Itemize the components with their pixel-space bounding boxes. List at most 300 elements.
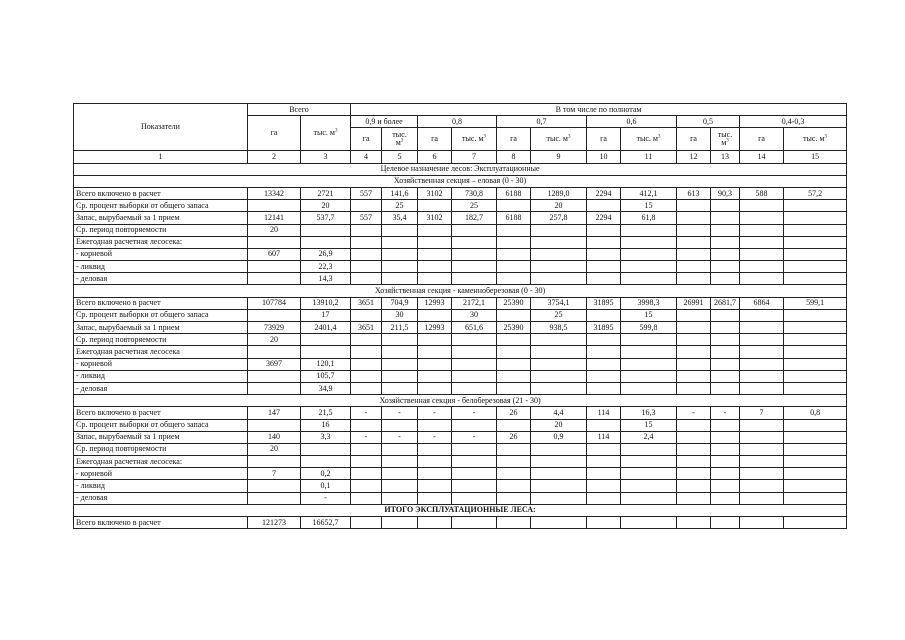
value-cell: 147 <box>248 407 301 419</box>
value-cell: - <box>382 407 418 419</box>
value-cell <box>621 517 677 529</box>
value-cell <box>587 382 621 394</box>
value-cell <box>301 346 351 358</box>
value-cell <box>711 480 740 492</box>
value-cell: 114 <box>587 407 621 419</box>
value-cell <box>531 273 587 285</box>
value-cell <box>740 443 784 455</box>
value-cell <box>784 322 847 334</box>
section-title: ИТОГО ЭКСПЛУАТАЦИОННЫЕ ЛЕСА: <box>74 504 847 516</box>
row-label: Ср. период повторяемости <box>74 443 248 455</box>
value-cell <box>497 261 531 273</box>
value-cell: - <box>351 407 382 419</box>
value-cell: 34,9 <box>301 382 351 394</box>
value-cell <box>587 492 621 504</box>
total-volume-header <box>301 116 351 151</box>
value-cell <box>531 334 587 346</box>
value-cell <box>531 261 587 273</box>
row-label: Запас, вырубаемый за 1 прием <box>74 322 248 334</box>
value-cell <box>621 480 677 492</box>
value-cell <box>784 200 847 212</box>
density-group-header: 0,7 <box>497 116 587 128</box>
value-cell <box>248 273 301 285</box>
value-cell <box>740 200 784 212</box>
table-body <box>74 163 847 529</box>
value-cell <box>531 443 587 455</box>
unit-ha-header: га <box>740 128 784 151</box>
value-cell <box>452 370 497 382</box>
section-title-row <box>74 285 847 297</box>
value-cell: 3651 <box>351 297 382 309</box>
unit-sup: 3 <box>824 134 828 140</box>
value-cell: 30 <box>452 309 497 321</box>
row-label: Всего включено в расчет <box>74 407 248 419</box>
value-cell <box>531 224 587 236</box>
unit-text: м <box>721 138 727 148</box>
value-cell <box>621 273 677 285</box>
value-cell: 73929 <box>248 322 301 334</box>
value-cell <box>677 334 711 346</box>
value-cell <box>452 419 497 431</box>
value-cell <box>784 468 847 480</box>
table-row <box>74 346 847 358</box>
value-cell: 114 <box>587 431 621 443</box>
value-cell <box>418 346 452 358</box>
value-cell <box>621 492 677 504</box>
value-cell <box>382 456 418 468</box>
density-group-header: 0,6 <box>587 116 677 128</box>
value-cell <box>677 236 711 248</box>
value-cell <box>531 236 587 248</box>
value-cell: 12993 <box>418 322 452 334</box>
value-cell <box>677 309 711 321</box>
value-cell: 2681,7 <box>711 297 740 309</box>
value-cell <box>677 382 711 394</box>
value-cell: 12141 <box>248 212 301 224</box>
value-cell <box>677 200 711 212</box>
value-cell <box>452 248 497 260</box>
value-cell <box>248 480 301 492</box>
value-cell <box>248 309 301 321</box>
value-cell <box>351 334 382 346</box>
value-cell: 182,7 <box>452 212 497 224</box>
value-cell: 3697 <box>248 358 301 370</box>
value-cell <box>740 492 784 504</box>
indicators-header: Показатели <box>74 104 248 151</box>
value-cell <box>531 517 587 529</box>
value-cell <box>621 456 677 468</box>
value-cell: - <box>452 431 497 443</box>
value-cell: 107784 <box>248 297 301 309</box>
table-row <box>74 212 847 224</box>
value-cell: 31895 <box>587 297 621 309</box>
value-cell <box>418 456 452 468</box>
value-cell <box>418 224 452 236</box>
value-cell <box>711 419 740 431</box>
value-cell <box>452 480 497 492</box>
value-cell <box>531 382 587 394</box>
value-cell: - <box>452 407 497 419</box>
unit-text: тыс. м <box>462 134 484 144</box>
unit-volume-header <box>531 128 587 151</box>
value-cell <box>452 517 497 529</box>
value-cell <box>784 492 847 504</box>
table-row <box>74 492 847 504</box>
value-cell <box>301 334 351 346</box>
value-cell: 16 <box>301 419 351 431</box>
value-cell <box>621 443 677 455</box>
value-cell <box>621 358 677 370</box>
value-cell <box>587 309 621 321</box>
value-cell: 31895 <box>587 322 621 334</box>
column-number-cell: 3 <box>301 151 351 163</box>
value-cell <box>711 236 740 248</box>
value-cell <box>587 370 621 382</box>
including-header: В том числе по полнотам <box>351 104 847 116</box>
value-cell <box>740 273 784 285</box>
unit-ha-header: га <box>418 128 452 151</box>
value-cell: 599,1 <box>784 297 847 309</box>
value-cell <box>711 261 740 273</box>
value-cell: 938,5 <box>531 322 587 334</box>
value-cell <box>382 492 418 504</box>
table-row <box>74 468 847 480</box>
table-row <box>74 407 847 419</box>
value-cell: 105,7 <box>301 370 351 382</box>
value-cell: - <box>382 431 418 443</box>
value-cell <box>382 334 418 346</box>
value-cell <box>351 370 382 382</box>
table-row <box>74 358 847 370</box>
value-cell: - <box>301 492 351 504</box>
value-cell <box>382 236 418 248</box>
density-group-header: 0,9 и более <box>351 116 418 128</box>
table-row <box>74 200 847 212</box>
unit-sup: 3 <box>483 134 486 140</box>
value-cell <box>711 456 740 468</box>
value-cell <box>497 492 531 504</box>
unit-volume-header <box>382 128 418 151</box>
value-cell: 704,9 <box>382 297 418 309</box>
value-cell <box>351 346 382 358</box>
row-label: Ежегодная расчетная лесосека <box>74 346 248 358</box>
value-cell <box>418 419 452 431</box>
table-row <box>74 248 847 260</box>
value-cell <box>351 224 382 236</box>
value-cell: 22,3 <box>301 261 351 273</box>
value-cell <box>740 382 784 394</box>
value-cell <box>740 248 784 260</box>
row-label: Ср. период повторяемости <box>74 224 248 236</box>
value-cell <box>418 370 452 382</box>
value-cell <box>382 517 418 529</box>
value-cell <box>497 456 531 468</box>
value-cell: 257,8 <box>531 212 587 224</box>
table-row <box>74 382 847 394</box>
value-cell <box>382 248 418 260</box>
value-cell <box>497 480 531 492</box>
value-cell <box>784 224 847 236</box>
unit-volume-header <box>711 128 740 151</box>
column-number-cell: 15 <box>784 151 847 163</box>
value-cell <box>784 248 847 260</box>
value-cell <box>452 346 497 358</box>
row-label: - ликвид <box>74 480 248 492</box>
unit-sup: 3 <box>657 134 661 140</box>
value-cell: 3102 <box>418 212 452 224</box>
unit-ha-header: га <box>351 128 382 151</box>
total-ha-header: га <box>248 116 301 151</box>
value-cell <box>711 492 740 504</box>
value-cell <box>677 419 711 431</box>
value-cell <box>740 431 784 443</box>
value-cell <box>418 480 452 492</box>
value-cell <box>418 517 452 529</box>
density-group-header: 0,4-0,3 <box>740 116 847 128</box>
value-cell <box>711 431 740 443</box>
value-cell <box>621 236 677 248</box>
value-cell <box>452 443 497 455</box>
value-cell <box>677 322 711 334</box>
value-cell <box>497 468 531 480</box>
section-title-row <box>74 395 847 407</box>
value-cell <box>248 419 301 431</box>
value-cell <box>740 261 784 273</box>
value-cell <box>351 248 382 260</box>
value-cell: 61,8 <box>621 212 677 224</box>
table-row <box>74 224 847 236</box>
value-cell: 6188 <box>497 212 531 224</box>
value-cell: 211,5 <box>382 322 418 334</box>
value-cell <box>497 224 531 236</box>
value-cell: 30 <box>382 309 418 321</box>
density-group-header: 0,8 <box>418 116 497 128</box>
value-cell <box>711 382 740 394</box>
value-cell: 17 <box>301 309 351 321</box>
value-cell <box>784 443 847 455</box>
value-cell <box>351 309 382 321</box>
unit-sup: 3 <box>726 138 729 144</box>
value-cell <box>531 346 587 358</box>
value-cell <box>587 358 621 370</box>
value-cell: 0,9 <box>531 431 587 443</box>
value-cell: 25 <box>531 309 587 321</box>
value-cell <box>677 212 711 224</box>
table-row <box>74 322 847 334</box>
value-cell <box>621 346 677 358</box>
value-cell: 4,4 <box>531 407 587 419</box>
value-cell <box>711 322 740 334</box>
value-cell <box>418 248 452 260</box>
value-cell <box>248 200 301 212</box>
unit-text: тыс. м <box>803 134 825 144</box>
value-cell: 7 <box>740 407 784 419</box>
section-title: Хозяйственная секция - белоберезовая (21 - 30) <box>74 395 847 407</box>
row-label: Ср. процент выборки от общего запаса <box>74 200 248 212</box>
value-cell <box>418 443 452 455</box>
value-cell <box>382 468 418 480</box>
column-number-cell: 12 <box>677 151 711 163</box>
section-title-row <box>74 163 847 175</box>
value-cell <box>784 517 847 529</box>
value-cell: 2294 <box>587 187 621 199</box>
value-cell: 14,3 <box>301 273 351 285</box>
value-cell: 557 <box>351 187 382 199</box>
value-cell <box>418 358 452 370</box>
value-cell <box>351 200 382 212</box>
value-cell: 7 <box>248 468 301 480</box>
value-cell: 20 <box>248 334 301 346</box>
value-cell <box>497 382 531 394</box>
value-cell <box>531 248 587 260</box>
section-title: Хозяйственная секция - каменноберезовая (0 - 30) <box>74 285 847 297</box>
value-cell <box>711 346 740 358</box>
value-cell <box>587 334 621 346</box>
value-cell: 20 <box>531 419 587 431</box>
value-cell: 90,3 <box>711 187 740 199</box>
value-cell: 2,4 <box>621 431 677 443</box>
value-cell: 412,1 <box>621 187 677 199</box>
value-cell: 25 <box>452 200 497 212</box>
table-row <box>74 236 847 248</box>
value-cell <box>784 370 847 382</box>
value-cell <box>784 346 847 358</box>
value-cell: 2401,4 <box>301 322 351 334</box>
value-cell <box>587 200 621 212</box>
value-cell <box>301 224 351 236</box>
value-cell <box>452 456 497 468</box>
column-number-cell: 13 <box>711 151 740 163</box>
value-cell <box>382 273 418 285</box>
value-cell <box>740 456 784 468</box>
value-cell: 20 <box>248 224 301 236</box>
unit-volume-header <box>452 128 497 151</box>
column-number-cell: 7 <box>452 151 497 163</box>
value-cell <box>248 236 301 248</box>
row-label: Запас, вырубаемый за 1 прием <box>74 431 248 443</box>
row-label: Ежегодная расчетная лесосека: <box>74 456 248 468</box>
unit-text: тыс. <box>717 129 733 139</box>
unit-text: тыс. м <box>636 134 658 144</box>
table-row <box>74 261 847 273</box>
value-cell: 3754,1 <box>531 297 587 309</box>
value-cell <box>382 370 418 382</box>
row-label: - корневой <box>74 358 248 370</box>
value-cell <box>740 322 784 334</box>
value-cell <box>418 382 452 394</box>
value-cell: 0,8 <box>784 407 847 419</box>
row-label: Всего включено в расчет <box>74 517 248 529</box>
value-cell: 0,1 <box>301 480 351 492</box>
value-cell: 20 <box>301 200 351 212</box>
row-label: - ликвид <box>74 370 248 382</box>
row-label: - корневой <box>74 248 248 260</box>
value-cell: 25390 <box>497 297 531 309</box>
unit-text: тыс. <box>392 129 407 139</box>
column-number-cell: 6 <box>418 151 452 163</box>
value-cell: 588 <box>740 187 784 199</box>
value-cell <box>740 309 784 321</box>
value-cell <box>711 517 740 529</box>
value-cell <box>382 261 418 273</box>
value-cell <box>531 456 587 468</box>
value-cell: 20 <box>531 200 587 212</box>
value-cell <box>382 224 418 236</box>
value-cell <box>621 334 677 346</box>
value-cell <box>784 212 847 224</box>
value-cell: 15 <box>621 309 677 321</box>
value-cell <box>418 200 452 212</box>
value-cell <box>382 419 418 431</box>
value-cell <box>677 443 711 455</box>
value-cell <box>452 382 497 394</box>
value-cell <box>531 492 587 504</box>
value-cell <box>301 456 351 468</box>
value-cell <box>677 358 711 370</box>
value-cell <box>711 248 740 260</box>
value-cell <box>382 346 418 358</box>
table-row <box>74 370 847 382</box>
value-cell <box>587 346 621 358</box>
value-cell <box>382 382 418 394</box>
value-cell <box>784 480 847 492</box>
value-cell <box>677 492 711 504</box>
column-number-cell: 4 <box>351 151 382 163</box>
unit-ha-header: га <box>587 128 621 151</box>
row-label: - деловая <box>74 492 248 504</box>
value-cell <box>711 334 740 346</box>
value-cell: 6188 <box>497 187 531 199</box>
value-cell <box>497 419 531 431</box>
row-label: - деловая <box>74 382 248 394</box>
value-cell <box>248 382 301 394</box>
value-cell <box>382 480 418 492</box>
value-cell <box>587 236 621 248</box>
value-cell: 3998,3 <box>621 297 677 309</box>
value-cell <box>740 419 784 431</box>
row-label: - деловая <box>74 273 248 285</box>
value-cell <box>587 443 621 455</box>
value-cell <box>497 309 531 321</box>
unit-sup: 3 <box>400 138 404 144</box>
unit-sup: 3 <box>567 134 571 140</box>
unit-ha-header: га <box>497 128 531 151</box>
value-cell: 26 <box>497 407 531 419</box>
value-cell: 557 <box>351 212 382 224</box>
row-label: Всего включено в расчет <box>74 187 248 199</box>
value-cell: 2294 <box>587 212 621 224</box>
value-cell <box>497 273 531 285</box>
forest-calculation-table <box>73 103 847 529</box>
value-cell: 2721 <box>301 187 351 199</box>
column-number-cell: 10 <box>587 151 621 163</box>
value-cell <box>418 261 452 273</box>
value-cell <box>497 443 531 455</box>
value-cell <box>784 309 847 321</box>
value-cell <box>587 517 621 529</box>
value-cell: 140 <box>248 431 301 443</box>
value-cell: - <box>418 407 452 419</box>
table-row <box>74 431 847 443</box>
value-cell: 26,9 <box>301 248 351 260</box>
value-cell <box>497 248 531 260</box>
row-label: Ср. процент выборки от общего запаса <box>74 419 248 431</box>
value-cell: 120,1 <box>301 358 351 370</box>
value-cell: 730,8 <box>452 187 497 199</box>
value-cell <box>351 480 382 492</box>
table-row <box>74 419 847 431</box>
value-cell <box>711 309 740 321</box>
